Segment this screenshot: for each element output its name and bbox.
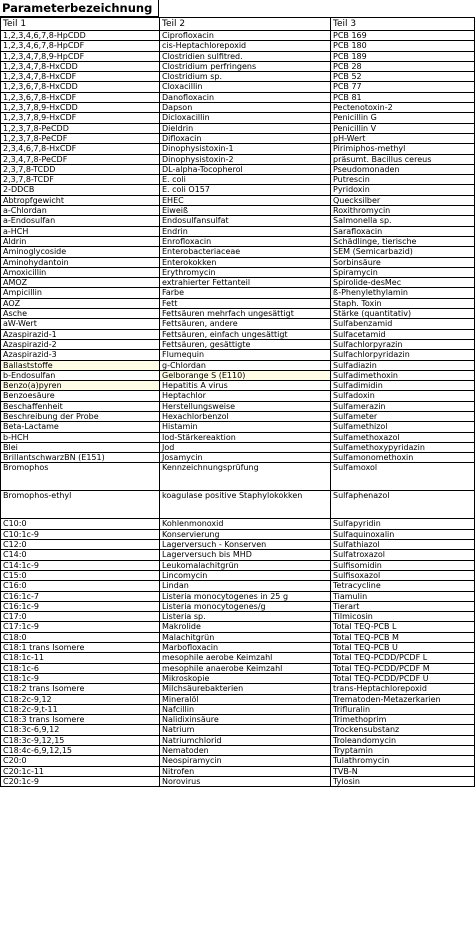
table-row xyxy=(1,257,475,267)
cell-teil-1[interactable]: a-HCH xyxy=(1,226,160,236)
cell-teil-3[interactable]: Quecksilber xyxy=(331,195,475,205)
cell-teil-1[interactable]: Azaspirazid-2 xyxy=(1,339,160,349)
table-row xyxy=(1,663,475,673)
cell-teil-2[interactable]: DL-alpha-Tocopherol xyxy=(160,164,331,174)
cell-teil-1[interactable]: C20:1c-11 xyxy=(1,766,160,776)
cell-teil-1[interactable]: C20:1c-9 xyxy=(1,776,160,786)
cell-teil-1[interactable]: C17:0 xyxy=(1,612,160,622)
table-row xyxy=(1,72,475,82)
parameter-table xyxy=(0,17,475,787)
cell-teil-1[interactable]: 1,2,3,7,8-PeCDF xyxy=(1,133,160,143)
cell-teil-1[interactable]: Benzoesäure xyxy=(1,391,160,401)
table-row xyxy=(1,550,475,560)
table-row xyxy=(1,154,475,164)
cell-teil-2[interactable]: Fettsäuren, gesättigte xyxy=(160,339,331,349)
cell-teil-2[interactable]: extrahierter Fettanteil xyxy=(160,278,331,288)
cell-teil-2[interactable]: Heptachlor xyxy=(160,391,331,401)
cell-teil-1[interactable]: a-Endosulfan xyxy=(1,216,160,226)
cell-teil-3[interactable]: Tilmicosin xyxy=(331,612,475,622)
cell-teil-3[interactable]: trans-Heptachlorepoxid xyxy=(331,684,475,694)
cell-teil-2[interactable]: Mikroskopie xyxy=(160,673,331,683)
cell-teil-2[interactable]: Konservierung xyxy=(160,529,331,539)
cell-teil-1[interactable]: AOZ xyxy=(1,298,160,308)
table-row xyxy=(1,601,475,611)
table-row xyxy=(1,144,475,154)
cell-teil-3[interactable]: Staph. Toxin xyxy=(331,298,475,308)
cell-teil-2[interactable]: E. coli xyxy=(160,175,331,185)
table-row xyxy=(1,350,475,360)
cell-teil-2[interactable]: Dicloxacillin xyxy=(160,113,331,123)
table-row xyxy=(1,684,475,694)
cell-teil-3[interactable]: Tryptamin xyxy=(331,746,475,756)
cell-teil-1[interactable]: C18:1c-9 xyxy=(1,673,160,683)
cell-teil-3[interactable]: Total TEQ-PCDD/PCDF M xyxy=(331,663,475,673)
table-row xyxy=(1,236,475,246)
cell-teil-3[interactable]: SEM (Semicarbazid) xyxy=(331,247,475,257)
table-row xyxy=(1,694,475,704)
cell-teil-1[interactable]: Abtropfgewicht xyxy=(1,195,160,205)
cell-teil-1[interactable]: 2-DDCB xyxy=(1,185,160,195)
table-row xyxy=(1,643,475,653)
cell-teil-2[interactable]: Dinophysistoxin-2 xyxy=(160,154,331,164)
cell-teil-1[interactable]: C18:2 trans Isomere xyxy=(1,684,160,694)
cell-teil-1[interactable]: C14:0 xyxy=(1,550,160,560)
cell-teil-2[interactable]: Milchsäurebakterien xyxy=(160,684,331,694)
cell-teil-3[interactable]: präsumt. Bacillus cereus xyxy=(331,154,475,164)
table-row xyxy=(1,195,475,205)
cell-teil-1[interactable]: 1,2,3,7,8,9-HxCDF xyxy=(1,113,160,123)
cell-teil-1[interactable]: BrillantschwarzBN (E151) xyxy=(1,453,160,463)
cell-teil-3[interactable]: Sulfisomidin xyxy=(331,560,475,570)
cell-teil-1[interactable]: C17:1c-9 xyxy=(1,622,160,632)
cell-teil-2[interactable]: Difloxacin xyxy=(160,133,331,143)
table-row xyxy=(1,756,475,766)
table-row xyxy=(1,776,475,786)
cell-teil-2[interactable]: Mineralöl xyxy=(160,694,331,704)
cell-teil-2[interactable]: Fettsäuren, andere xyxy=(160,319,331,329)
cell-teil-2[interactable]: Natrium xyxy=(160,725,331,735)
cell-teil-2[interactable]: Endrin xyxy=(160,226,331,236)
cell-teil-1[interactable]: C18:3c-6,9,12 xyxy=(1,725,160,735)
table-row xyxy=(1,632,475,642)
table-row xyxy=(1,381,475,391)
cell-teil-2[interactable]: Endosulfansulfat xyxy=(160,216,331,226)
cell-teil-3[interactable]: Total TEQ-PCB M xyxy=(331,632,475,642)
table-row xyxy=(1,391,475,401)
cell-teil-1[interactable]: Asche xyxy=(1,309,160,319)
cell-teil-3[interactable]: Sulfapyridin xyxy=(331,519,475,529)
cell-teil-3[interactable]: PCB 52 xyxy=(331,72,475,82)
table-row xyxy=(1,653,475,663)
cell-teil-3[interactable]: PCB 189 xyxy=(331,51,475,61)
cell-teil-1[interactable]: Aminoglycoside xyxy=(1,247,160,257)
cell-teil-2[interactable]: Lagerversuch bis MHD xyxy=(160,550,331,560)
table-row xyxy=(1,735,475,745)
table-row xyxy=(1,298,475,308)
cell-teil-3[interactable]: Pyridoxin xyxy=(331,185,475,195)
cell-teil-1[interactable]: 1,2,3,4,6,7,8-HpCDD xyxy=(1,31,160,41)
cell-teil-1[interactable]: 1,2,3,7,8-PeCDD xyxy=(1,123,160,133)
table-row xyxy=(1,612,475,622)
cell-teil-1[interactable]: C18:2c-9,12 xyxy=(1,694,160,704)
cell-teil-3[interactable]: Sulfatroxazol xyxy=(331,550,475,560)
table-row xyxy=(1,267,475,277)
cell-teil-2[interactable]: mesophile aerobe Keimzahl xyxy=(160,653,331,663)
cell-teil-2[interactable]: Clostridium sp. xyxy=(160,72,331,82)
cell-teil-2[interactable]: Danofloxacin xyxy=(160,92,331,102)
cell-teil-1[interactable]: C18:2c-9,t-11 xyxy=(1,704,160,714)
cell-teil-2[interactable]: Listeria monocytogenes/g xyxy=(160,601,331,611)
table-row xyxy=(1,51,475,61)
cell-teil-3[interactable]: Sulfathiazol xyxy=(331,540,475,550)
table-row xyxy=(1,442,475,452)
table-row xyxy=(1,185,475,195)
cell-teil-3[interactable]: Tierart xyxy=(331,601,475,611)
table-row xyxy=(1,725,475,735)
table-row xyxy=(1,278,475,288)
cell-teil-1[interactable]: 2,3,7,8-TCDD xyxy=(1,164,160,174)
table-row xyxy=(1,529,475,539)
cell-teil-1[interactable]: Beschreibung der Probe xyxy=(1,411,160,421)
cell-teil-2[interactable]: Farbe xyxy=(160,288,331,298)
cell-teil-1[interactable]: b-Endosulfan xyxy=(1,370,160,380)
cell-teil-3[interactable]: Sulfadoxin xyxy=(331,391,475,401)
cell-teil-2[interactable]: Histamin xyxy=(160,422,331,432)
cell-teil-2[interactable]: cis-Heptachlorepoxid xyxy=(160,41,331,51)
cell-teil-3[interactable]: Sulfaphenazol xyxy=(331,491,475,519)
cell-teil-2[interactable]: Nitrofen xyxy=(160,766,331,776)
table-row xyxy=(1,622,475,632)
cell-teil-3[interactable]: PCB 77 xyxy=(331,82,475,92)
cell-teil-2[interactable]: Clostridien sulfitred. xyxy=(160,51,331,61)
cell-teil-2[interactable]: EHEC xyxy=(160,195,331,205)
cell-teil-3[interactable]: Troleandomycin xyxy=(331,735,475,745)
cell-teil-1[interactable]: 1,2,3,4,6,7,8-HpCDF xyxy=(1,41,160,51)
cell-teil-2[interactable]: Iod-Stärkereaktion xyxy=(160,432,331,442)
cell-teil-3[interactable]: ß-Phenylethylamin xyxy=(331,288,475,298)
cell-teil-1[interactable]: 2,3,4,7,8-PeCDF xyxy=(1,154,160,164)
cell-teil-2[interactable]: Josamycin xyxy=(160,453,331,463)
table-row xyxy=(1,591,475,601)
cell-teil-3[interactable]: Sulfamethoxypyridazin xyxy=(331,442,475,452)
cell-teil-3[interactable]: Total TEQ-PCDD/PCDF L xyxy=(331,653,475,663)
cell-teil-1[interactable]: 1,2,3,4,7,8-HxCDD xyxy=(1,61,160,71)
cell-teil-3[interactable]: Sarafloxacin xyxy=(331,226,475,236)
cell-teil-2[interactable]: Lindan xyxy=(160,581,331,591)
table-row xyxy=(1,92,475,102)
table-row xyxy=(1,519,475,529)
cell-teil-2[interactable]: Kohlenmonoxid xyxy=(160,519,331,529)
cell-teil-3[interactable]: Sulfaquinoxalin xyxy=(331,529,475,539)
cell-teil-1[interactable]: Aminohydantoin xyxy=(1,257,160,267)
cell-teil-2[interactable]: Lagerversuch - Konserven xyxy=(160,540,331,550)
table-row xyxy=(1,570,475,580)
table-row xyxy=(1,422,475,432)
cell-teil-1[interactable]: 1,2,3,4,7,8,9-HpCDF xyxy=(1,51,160,61)
table-row xyxy=(1,309,475,319)
cell-teil-3[interactable]: Sulfisoxazol xyxy=(331,570,475,580)
cell-teil-1[interactable]: C18:1c-6 xyxy=(1,663,160,673)
cell-teil-3[interactable]: Sulfamethoxazol xyxy=(331,432,475,442)
cell-teil-1[interactable]: C20:0 xyxy=(1,756,160,766)
cell-teil-2[interactable]: Malachitgrün xyxy=(160,632,331,642)
cell-teil-2[interactable]: Hepatitis A virus xyxy=(160,381,331,391)
cell-teil-1[interactable]: 1,2,3,6,7,8-HxCDD xyxy=(1,82,160,92)
cell-teil-2[interactable]: Dieldrin xyxy=(160,123,331,133)
cell-teil-1[interactable]: C14:1c-9 xyxy=(1,560,160,570)
cell-teil-3[interactable]: Pseudomonaden xyxy=(331,164,475,174)
cell-teil-1[interactable]: C18:1 trans Isomere xyxy=(1,643,160,653)
table-row xyxy=(1,31,475,41)
cell-teil-2[interactable]: Norovirus xyxy=(160,776,331,786)
cell-teil-1[interactable]: AMOZ xyxy=(1,278,160,288)
table-row xyxy=(1,82,475,92)
cell-teil-1[interactable]: Ballaststoffe xyxy=(1,360,160,370)
header-row xyxy=(1,18,475,31)
cell-teil-1[interactable]: 1,2,3,7,8,9-HxCDD xyxy=(1,103,160,113)
cell-teil-2[interactable]: Makrolide xyxy=(160,622,331,632)
table-row xyxy=(1,491,475,519)
cell-teil-3[interactable]: PCB 180 xyxy=(331,41,475,51)
cell-teil-2[interactable]: Gelborange S (E110) xyxy=(160,370,331,380)
table-row xyxy=(1,411,475,421)
cell-teil-2[interactable]: koagulase positive Staphylokokken xyxy=(160,491,331,519)
cell-teil-3[interactable]: Sulfadiazin xyxy=(331,360,475,370)
cell-teil-2[interactable]: Erythromycin xyxy=(160,267,331,277)
table-row xyxy=(1,164,475,174)
cell-teil-3[interactable]: Sulfameter xyxy=(331,411,475,421)
cell-teil-3[interactable]: PCB 28 xyxy=(331,61,475,71)
cell-teil-2[interactable]: Flumequin xyxy=(160,350,331,360)
cell-teil-3[interactable]: Spirolide-desMec xyxy=(331,278,475,288)
cell-teil-2[interactable]: Kennzeichnungsprüfung xyxy=(160,463,331,491)
cell-teil-3[interactable]: Roxithromycin xyxy=(331,206,475,216)
cell-teil-2[interactable]: Listeria sp. xyxy=(160,612,331,622)
table-row xyxy=(1,41,475,51)
cell-teil-3[interactable]: TVB-N xyxy=(331,766,475,776)
table-row xyxy=(1,226,475,236)
table-row xyxy=(1,360,475,370)
table-row xyxy=(1,206,475,216)
cell-teil-1[interactable]: C18:3 trans Isomere xyxy=(1,715,160,725)
cell-teil-2[interactable]: g-Chlordan xyxy=(160,360,331,370)
table-row xyxy=(1,370,475,380)
table-row xyxy=(1,581,475,591)
cell-teil-2[interactable]: E. coli O157 xyxy=(160,185,331,195)
cell-teil-1[interactable]: Bromophos xyxy=(1,463,160,491)
cell-teil-2[interactable]: Nematoden xyxy=(160,746,331,756)
cell-teil-1[interactable]: Amoxicillin xyxy=(1,267,160,277)
cell-teil-3[interactable]: Pectenotoxin-2 xyxy=(331,103,475,113)
cell-teil-1[interactable]: 2,3,4,6,7,8-HxCDF xyxy=(1,144,160,154)
cell-teil-3[interactable]: PCB 169 xyxy=(331,31,475,41)
cell-teil-1[interactable]: Blei xyxy=(1,442,160,452)
cell-teil-3[interactable]: PCB 81 xyxy=(331,92,475,102)
table-row xyxy=(1,61,475,71)
cell-teil-2[interactable]: Enterokokken xyxy=(160,257,331,267)
cell-teil-3[interactable]: Tetracycline xyxy=(331,581,475,591)
cell-teil-3[interactable]: Tulathromycin xyxy=(331,756,475,766)
cell-teil-1[interactable]: aW-Wert xyxy=(1,319,160,329)
cell-teil-3[interactable]: Total TEQ-PCB L xyxy=(331,622,475,632)
table-row xyxy=(1,453,475,463)
cell-teil-3[interactable]: Schädlinge, tierische xyxy=(331,236,475,246)
cell-teil-1[interactable]: Azaspirazid-3 xyxy=(1,350,160,360)
table-row xyxy=(1,329,475,339)
cell-teil-1[interactable]: C18:0 xyxy=(1,632,160,642)
table-row xyxy=(1,715,475,725)
cell-teil-3[interactable]: Pirimiphos-methyl xyxy=(331,144,475,154)
cell-teil-1[interactable]: 1,2,3,6,7,8-HxCDF xyxy=(1,92,160,102)
cell-teil-1[interactable]: Ampicillin xyxy=(1,288,160,298)
cell-teil-1[interactable]: a-Chlordan xyxy=(1,206,160,216)
cell-teil-1[interactable]: C10:0 xyxy=(1,519,160,529)
table-row xyxy=(1,401,475,411)
cell-teil-1[interactable]: C12:0 xyxy=(1,540,160,550)
cell-teil-2[interactable]: Herstellungsweise xyxy=(160,401,331,411)
cell-teil-2[interactable]: mesophile anaerobe Keimzahl xyxy=(160,663,331,673)
table-row xyxy=(1,175,475,185)
table-row xyxy=(1,103,475,113)
cell-teil-3[interactable]: Salmonella sp. xyxy=(331,216,475,226)
cell-teil-3[interactable]: Sulfadimidin xyxy=(331,381,475,391)
cell-teil-3[interactable]: Sulfachlorpyridazin xyxy=(331,350,475,360)
cell-teil-1[interactable]: Bromophos-ethyl xyxy=(1,491,160,519)
cell-teil-1[interactable]: C16:1c-9 xyxy=(1,601,160,611)
cell-teil-3[interactable]: Sulfamonomethoxin xyxy=(331,453,475,463)
table-row xyxy=(1,339,475,349)
cell-teil-3[interactable]: Sulfacetamid xyxy=(331,329,475,339)
cell-teil-3[interactable]: Penicillin V xyxy=(331,123,475,133)
cell-teil-3[interactable]: Sorbinsäure xyxy=(331,257,475,267)
cell-teil-2[interactable]: Natriumchlorid xyxy=(160,735,331,745)
table-row xyxy=(1,247,475,257)
table-row xyxy=(1,746,475,756)
cell-teil-2[interactable]: Fettsäuren mehrfach ungesättigt xyxy=(160,309,331,319)
cell-teil-3[interactable]: Total TEQ-PCDD/PCDF U xyxy=(331,673,475,683)
cell-teil-2[interactable]: Ciprofloxacin xyxy=(160,31,331,41)
cell-teil-1[interactable]: C18:4c-6,9,12,15 xyxy=(1,746,160,756)
cell-teil-1[interactable]: C15:0 xyxy=(1,570,160,580)
cell-teil-2[interactable]: Dinophysistoxin-1 xyxy=(160,144,331,154)
cell-teil-1[interactable]: C18:1c-11 xyxy=(1,653,160,663)
cell-teil-3[interactable]: pH-Wert xyxy=(331,133,475,143)
column-header-teil-3[interactable]: Teil 3 xyxy=(331,18,475,31)
cell-teil-3[interactable]: Sulfamoxol xyxy=(331,463,475,491)
cell-teil-1[interactable]: C16:1c-7 xyxy=(1,591,160,601)
table-row xyxy=(1,288,475,298)
table-row xyxy=(1,216,475,226)
cell-teil-1[interactable]: C16:0 xyxy=(1,581,160,591)
cell-teil-1[interactable]: 1,2,3,4,7,8-HxCDF xyxy=(1,72,160,82)
cell-teil-2[interactable]: Fettsäuren, einfach ungesättigt xyxy=(160,329,331,339)
cell-teil-3[interactable]: Sulfamerazin xyxy=(331,401,475,411)
cell-teil-2[interactable]: Nalidixinsäure xyxy=(160,715,331,725)
cell-teil-2[interactable]: Clostridium perfringens xyxy=(160,61,331,71)
cell-teil-2[interactable]: Leukomalachitgrün xyxy=(160,560,331,570)
cell-teil-3[interactable]: Sulfadimethoxin xyxy=(331,370,475,380)
cell-teil-3[interactable]: Sulfachlorpyrazin xyxy=(331,339,475,349)
cell-teil-2[interactable]: Neospiramycin xyxy=(160,756,331,766)
table-row xyxy=(1,463,475,491)
table-row xyxy=(1,319,475,329)
cell-teil-3[interactable]: Trifluralin xyxy=(331,704,475,714)
cell-teil-2[interactable]: Lincomycin xyxy=(160,570,331,580)
cell-teil-3[interactable]: Tiamulin xyxy=(331,591,475,601)
cell-teil-1[interactable]: Azaspirazid-1 xyxy=(1,329,160,339)
cell-teil-1[interactable]: 2,3,7,8-TCDF xyxy=(1,175,160,185)
cell-teil-1[interactable]: Benzo(a)pyren xyxy=(1,381,160,391)
cell-teil-3[interactable]: Trimethoprim xyxy=(331,715,475,725)
cell-teil-2[interactable]: Enterobacteriaceae xyxy=(160,247,331,257)
cell-teil-1[interactable]: C18:3c-9,12,15 xyxy=(1,735,160,745)
cell-teil-2[interactable]: Jod xyxy=(160,442,331,452)
table-row xyxy=(1,673,475,683)
cell-teil-2[interactable]: Nafcillin xyxy=(160,704,331,714)
cell-teil-2[interactable]: Fett xyxy=(160,298,331,308)
table-row xyxy=(1,766,475,776)
cell-teil-1[interactable]: C10:1c-9 xyxy=(1,529,160,539)
cell-teil-2[interactable]: Listeria monocytogenes in 25 g xyxy=(160,591,331,601)
cell-teil-3[interactable]: Total TEQ-PCB U xyxy=(331,643,475,653)
cell-teil-3[interactable]: Spiramycin xyxy=(331,267,475,277)
sheet-title[interactable]: Parameterbezeichnung xyxy=(0,0,159,17)
cell-teil-1[interactable]: Aldrin xyxy=(1,236,160,246)
cell-teil-3[interactable]: Tylosin xyxy=(331,776,475,786)
table-row xyxy=(1,704,475,714)
cell-teil-3[interactable]: Trematoden-Metazerkarien xyxy=(331,694,475,704)
table-row xyxy=(1,432,475,442)
cell-teil-3[interactable]: Stärke (quantitativ) xyxy=(331,309,475,319)
cell-teil-2[interactable]: Cloxacillin xyxy=(160,82,331,92)
cell-teil-2[interactable]: Marbofloxacin xyxy=(160,643,331,653)
cell-teil-2[interactable]: Enrofloxacin xyxy=(160,236,331,246)
cell-teil-3[interactable]: Sulfabenzamid xyxy=(331,319,475,329)
cell-teil-2[interactable]: Dapson xyxy=(160,103,331,113)
cell-teil-3[interactable]: Sulfamethizol xyxy=(331,422,475,432)
cell-teil-1[interactable]: Beschaffenheit xyxy=(1,401,160,411)
cell-teil-3[interactable]: Trockensubstanz xyxy=(331,725,475,735)
cell-teil-2[interactable]: Eiweiß xyxy=(160,206,331,216)
cell-teil-1[interactable]: Beta-Lactame xyxy=(1,422,160,432)
table-row xyxy=(1,560,475,570)
table-row xyxy=(1,113,475,123)
column-header-teil-1[interactable]: Teil 1 xyxy=(1,18,160,31)
cell-teil-1[interactable]: b-HCH xyxy=(1,432,160,442)
table-row xyxy=(1,540,475,550)
table-row xyxy=(1,123,475,133)
cell-teil-2[interactable]: Hexachlorbenzol xyxy=(160,411,331,421)
table-row xyxy=(1,133,475,143)
column-header-teil-2[interactable]: Teil 2 xyxy=(160,18,331,31)
cell-teil-3[interactable]: Penicillin G xyxy=(331,113,475,123)
cell-teil-3[interactable]: Putrescin xyxy=(331,175,475,185)
